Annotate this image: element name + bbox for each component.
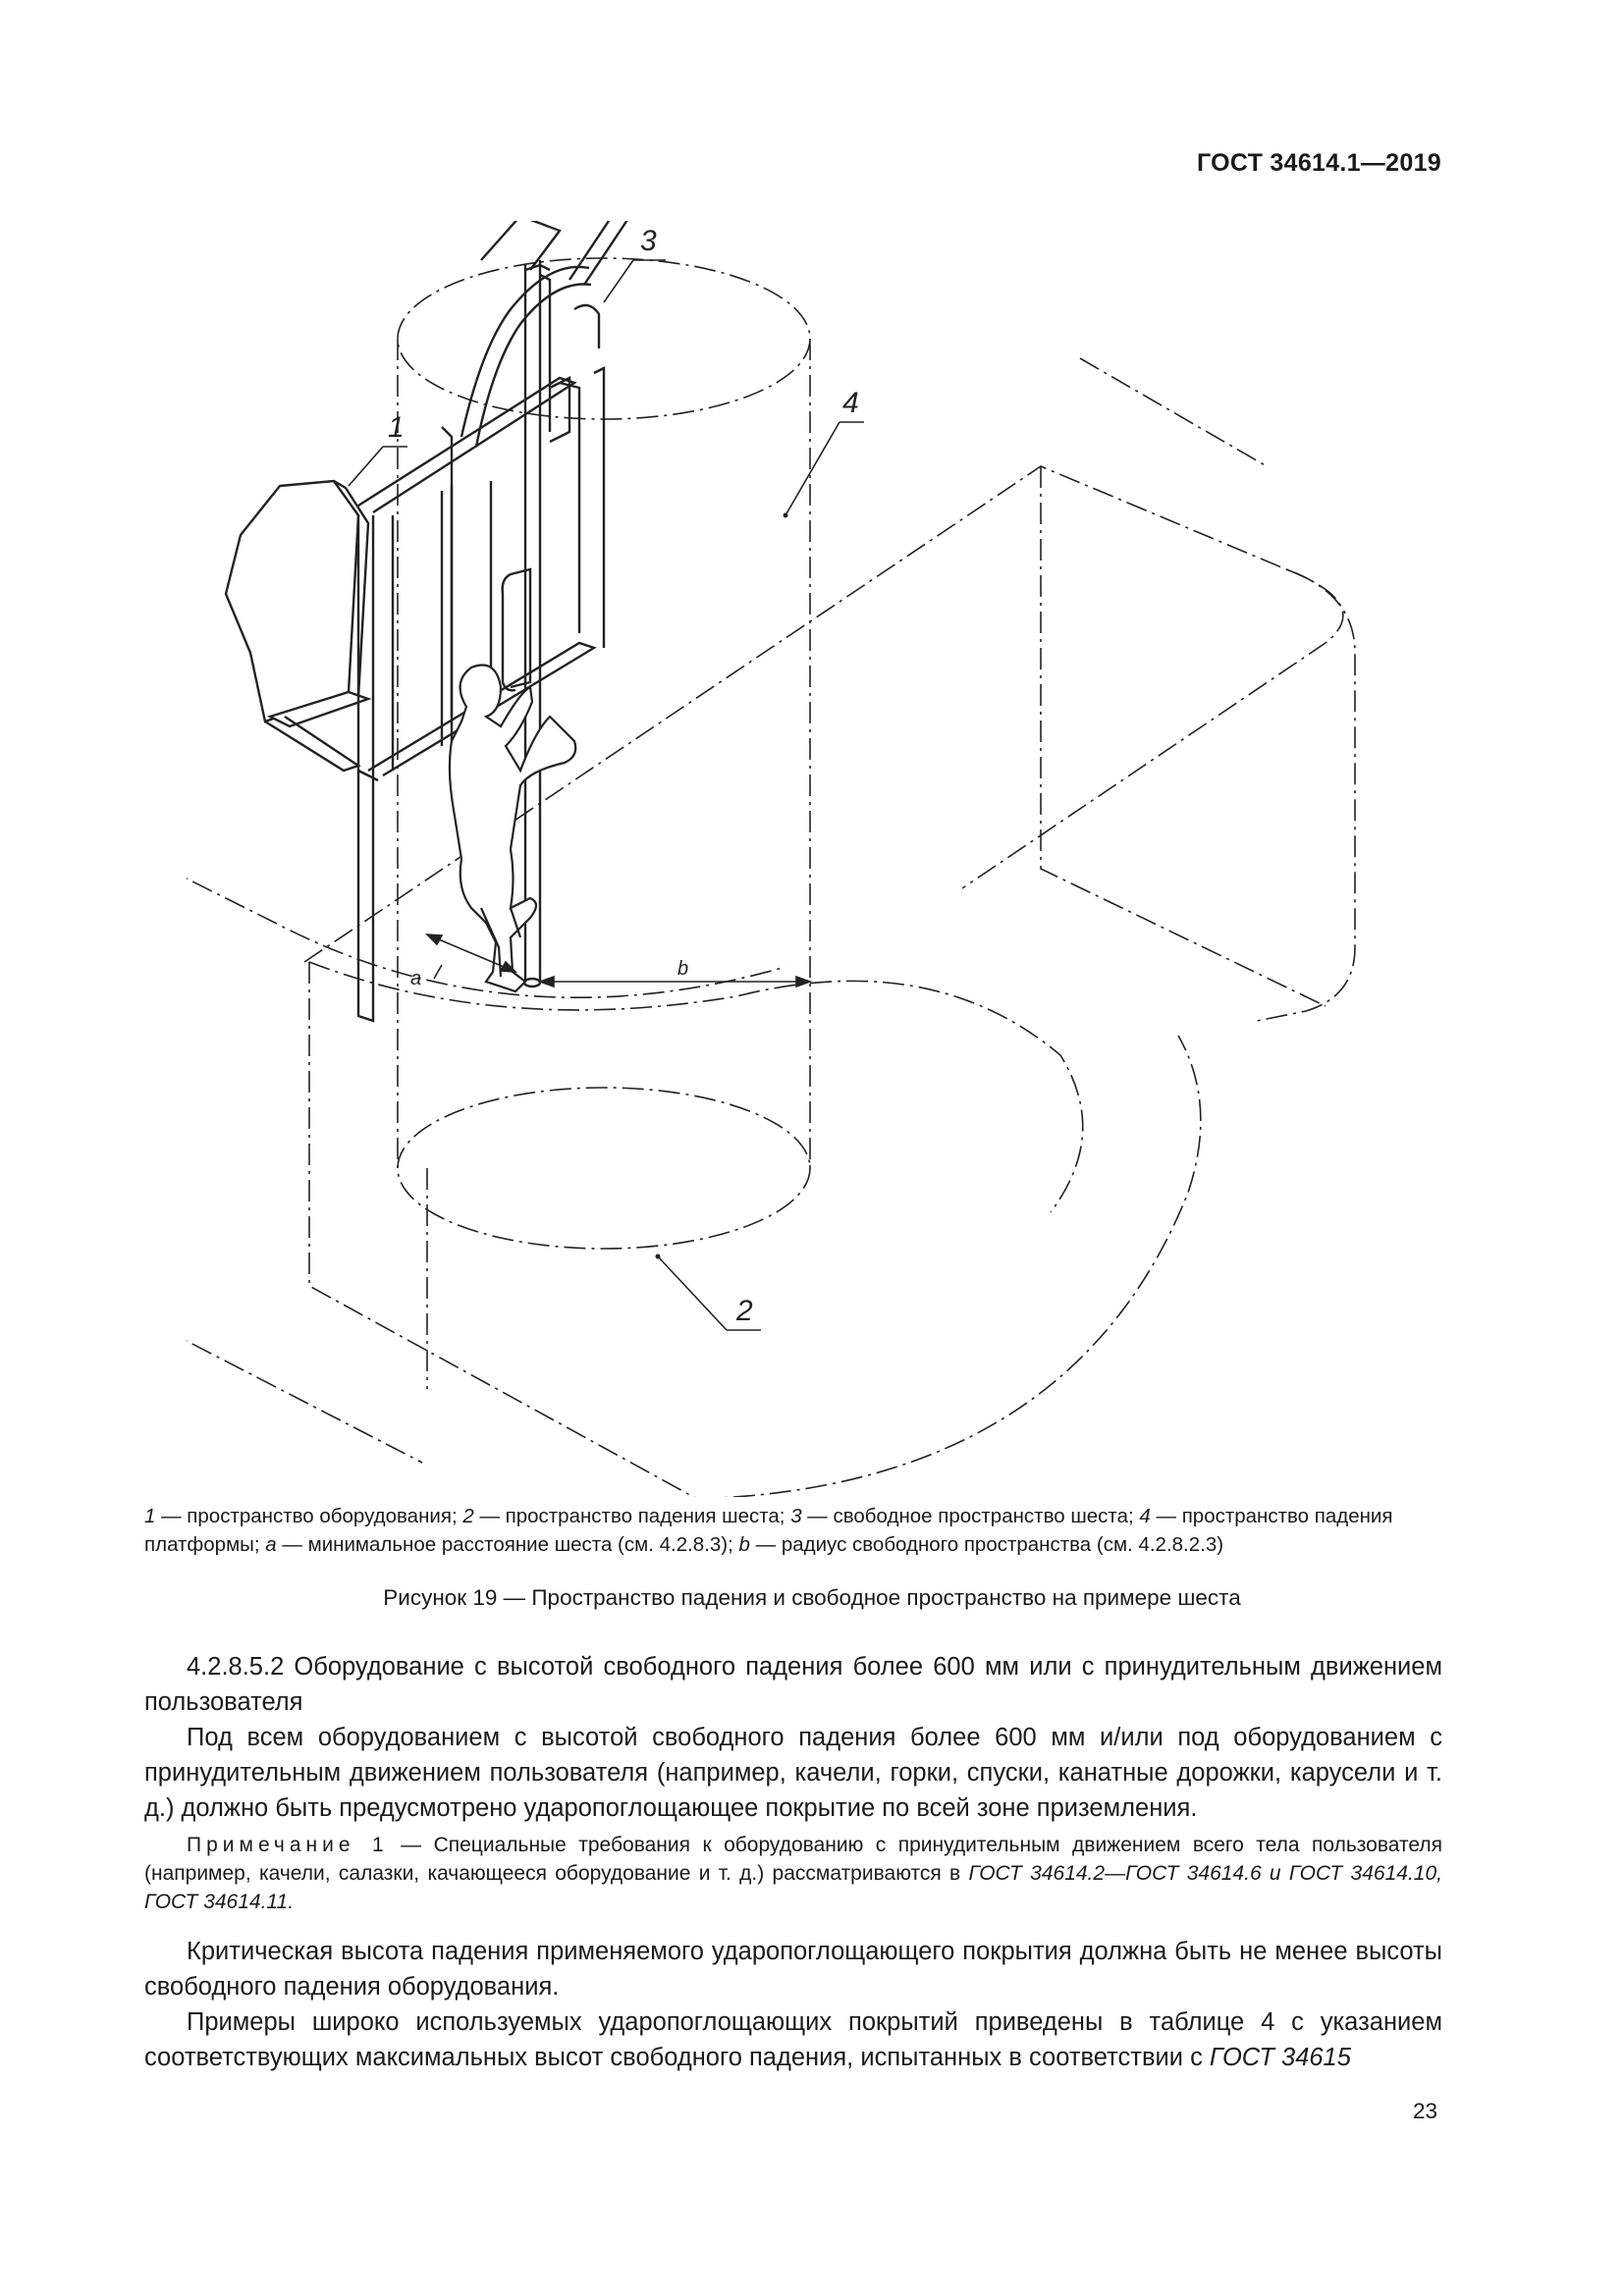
platform-equipment: [226, 221, 633, 1021]
dimension-b-label: b: [677, 958, 689, 980]
legend-key-3: 3: [790, 1505, 802, 1527]
legend-text-3: — свободное пространство шеста;: [801, 1505, 1140, 1527]
paragraph-2: Критическая высота падения применяемого ударопоглощающего покрытия должна быть не менее высоты свободного падения оборудования.: [144, 1938, 1442, 2001]
note-1: [144, 1831, 1442, 1916]
legend-key-2: 2: [462, 1505, 474, 1527]
note-text: — Специальные требования к оборудованию с принудительным движением всего тела пользователя (например, качели, салазки, качающееся оборудование и т. д.) рассматриваются в: [144, 1834, 1442, 1885]
legend-text-b: — радиус свободного пространства (см. 4.2.8.2.3): [749, 1533, 1224, 1556]
figure-caption: Рисунок 19 — Пространство падения и свободное пространство на примере шеста: [383, 1585, 1241, 1610]
legend-key-a: a: [265, 1533, 277, 1556]
page-number: 23: [1412, 2099, 1437, 2123]
section-heading: 4.2.8.5.2 Оборудование с высотой свободного падения более 600 мм или с принудительным движением пользователя: [144, 1653, 1442, 1716]
paragraph-1: Под всем оборудованием с высотой свободного падения более 600 мм и/или под оборудованием с принудительным движением пользователя (например, качели, горки, спуски, канатные дорожки, карусели и т. д.) должно быть предусмотрено ударопоглощающее покрытие по всей зоне приземления.: [144, 1724, 1442, 1822]
dimension-lines: [427, 934, 810, 987]
callout-1-label: 1: [388, 411, 405, 444]
callout-leaders: [349, 260, 864, 1330]
callout-2-label: 2: [736, 1295, 753, 1327]
paragraph-3-reference: ГОСТ 34615: [1209, 2044, 1351, 2071]
paragraph-3: [144, 2004, 1442, 2075]
platform-fall-zone: [187, 358, 1355, 1497]
callout-3-label: 3: [640, 225, 657, 257]
legend-key-1: 1: [144, 1505, 156, 1527]
human-silhouette: [450, 666, 575, 992]
note-references: ГОСТ 34614.2—ГОСТ 34614.6 и ГОСТ 34614.10, ГОСТ 34614.11.: [144, 1862, 1442, 1913]
standard-header: ГОСТ 34614.1—2019: [1196, 149, 1441, 177]
pole: [524, 260, 550, 987]
legend-key-b: b: [738, 1533, 750, 1556]
legend-text-2: — пространство падения шеста;: [473, 1505, 791, 1527]
legend-text-1: — пространство оборудования;: [155, 1505, 463, 1527]
legend-key-4: 4: [1139, 1505, 1151, 1527]
legend-text-4: — пространство падения платформы;: [144, 1505, 1393, 1556]
paragraph-3-text: Примеры широко используемых ударопоглощающих покрытий приведены в таблице 4 с указанием соответствующих максимальных высот свободного падения, испытанных в соответствии с: [144, 2008, 1442, 2071]
dimension-a-label: a: [410, 968, 422, 989]
legend-text-a: — минимальное расстояние шеста (см. 4.2.8.3);: [276, 1533, 739, 1556]
figure-19-drawing: [187, 221, 1443, 1497]
note-label: Примечание 1: [187, 1834, 389, 1856]
figure-legend: [144, 1502, 1440, 1559]
callout-4-label: 4: [842, 387, 859, 419]
